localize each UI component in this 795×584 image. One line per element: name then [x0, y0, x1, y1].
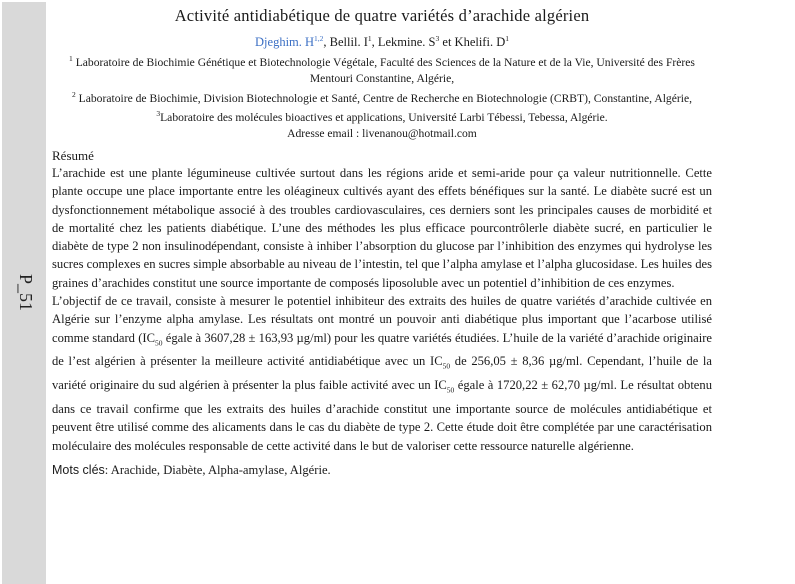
para2-part-a: L’objectif de ce travail, consiste à mesurer le potentiel inhibiteur des extraits des huiles de quatre variétés d’arachide cultivée en Algérie sur l’enzyme alpha amylase. Les résultats ont montré un pouvoir anti diabétique plus important que l’acarbose utilisé comme standard (IC — [52, 294, 712, 345]
ic50-sub-2: 50 — [442, 361, 451, 371]
affiliation-1 — [52, 51, 712, 86]
affiliation-3-text: Laboratoire des molécules bioactives et applications, Université Larbi Tébessi, Tebessa, Algérie. — [160, 111, 608, 125]
para2-part-d: égale à 1720,22 ± 62,70 µg/ml. Le résultat obtenu dans ce travail confirme que les extraits des huiles d’arachide constitut une importante source de molécules antidiabétique et peuvent être utilisé comme des alicaments dans le cas du diabète de type 2. Cette étude doit être complétée par une caractérisation moléculaire des molécules responsable de cette activité dans le but de valoriser cette ressource naturelle algérienne. — [52, 378, 712, 453]
page-number-label: P_51 — [16, 274, 36, 312]
affiliation-1-text: Laboratoire de Biochimie Génétique et Biotechnologie Végétale, Faculté des Sciences de la Nature et de la Vie, Université des Frères Mentouri Constantine, Algérie, — [72, 56, 695, 85]
contact-email: Adresse email : livenanou@hotmail.com — [287, 126, 477, 140]
keywords-label: Mots clés — [52, 462, 105, 477]
affiliation-1-sup: 1 — [69, 54, 73, 64]
author-4: et Khelifi. D — [439, 35, 506, 50]
author-list — [52, 34, 712, 50]
ic50-sub-3: 50 — [446, 385, 455, 395]
lead-author: Djeghim. H — [255, 35, 315, 50]
affiliation-2-text: Laboratoire de Biochimie, Division Biotechnologie et Santé, Centre de Recherche en Biotechnologie (CRBT), Constantine, Algérie, — [75, 91, 692, 105]
author-2-sup: 1 — [367, 34, 372, 43]
ic50-sub-1: 50 — [155, 338, 163, 348]
abstract-paragraph-1: L’arachide est une plante légumineuse cultivée surtout dans les régions aride et semi-aride pour ça valeur nutritionnelle. Cette plante occupe une place importante entre les oléagineux cultivés ayant des effets bénéfiques sur la santé. Le diabète sucré est un dysfonctionnement métabolique associé à des troubles cardiovasculaires, ces derniers sont les principales causes de morbidité et de mortalité chez les patients diabétique. L’une des méthodes les plus efficace pourcontrôlerle diabète sucré, en particulier le diabète de type 2 non insulinodépendant, consiste à inhiber l’absorption du glucose par l’inhibition des enzymes qui hydrolyse les sucres complexes en sucres simple absorbable au niveau de l’intestin, tel que l’alpha amylase et l’alpha glucosidase. Les huiles des graines d’arachides constitut une source importante de composés liposoluble avec un potentiel d’inhibition de ces enzymes. — [52, 165, 712, 290]
paper-content — [52, 4, 712, 478]
author-2: , Bellil. I — [323, 35, 368, 50]
abstract-heading: Résumé — [52, 147, 94, 163]
affiliation-2-3 — [52, 87, 712, 126]
affiliation-3-sup: 3 — [156, 109, 161, 119]
author-4-sup: 1 — [505, 34, 509, 43]
page-sidebar — [2, 2, 46, 584]
para2-part-c: de 256,05 ± 8,36 µg/ml. Cependant, l’huile de la variété originaire du sud algérien à présenter la plus faible activité avec un IC — [52, 354, 712, 393]
affiliation-2-sup: 2 — [72, 89, 76, 99]
keywords — [52, 463, 712, 478]
abstract-paragraph-2 — [52, 292, 712, 455]
author-3: , Lekmine. S — [371, 35, 436, 50]
lead-author-sup: 1,2 — [314, 34, 324, 43]
author-3-sup: 3 — [435, 34, 440, 43]
para2-part-b: égale à 3607,28 ± 163,93 µg/ml) pour les quatre variétés étudiées. L’huile de la variété d’arachide originaire de l’est algérien à présenter la meilleure activité antidiabétique avec un IC — [52, 330, 712, 369]
paper-title: Activité antidiabétique de quatre variétés d’arachide algérien — [174, 6, 590, 25]
keywords-text: : Arachide, Diabète, Alpha-amylase, Algérie. — [104, 462, 331, 477]
